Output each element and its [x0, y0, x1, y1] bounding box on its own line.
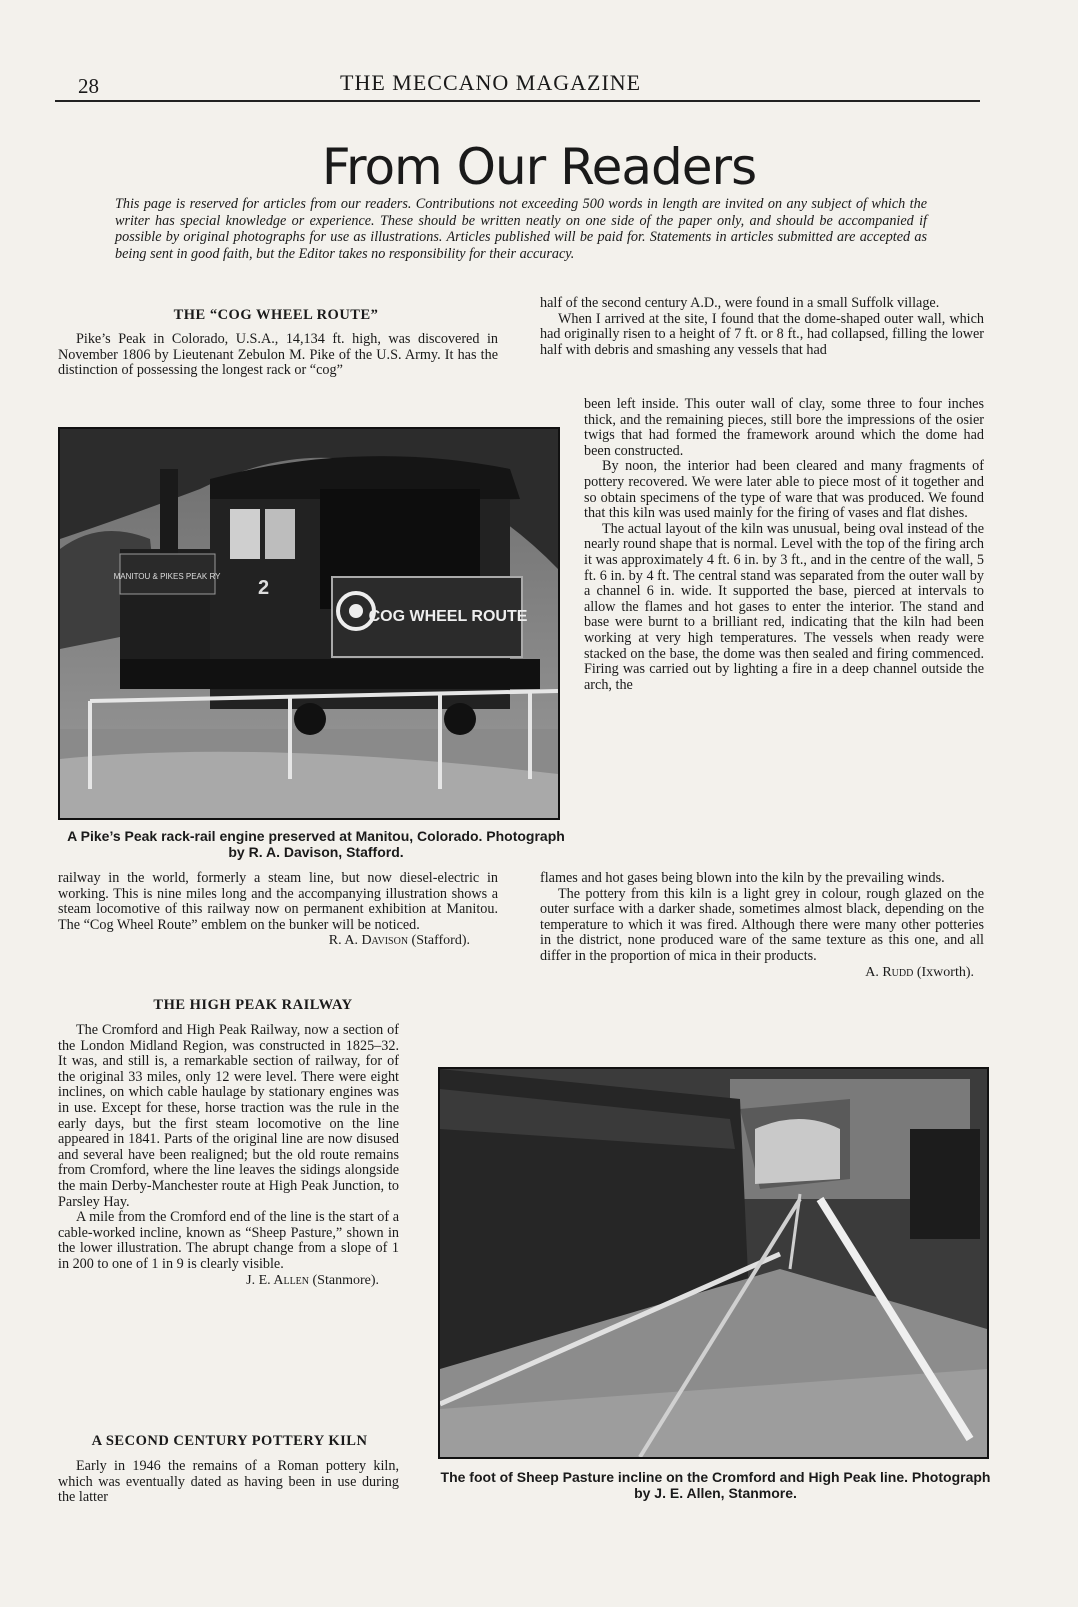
- article2-paragraph-2: A mile from the Cromford end of the line is the start of a cable-worked incline, known as “Sheep Pasture,” shown in the lower illustration. The abrupt change from a slope of 1 in 200 to one of 1 in 9 is clearly visible.: [58, 1209, 399, 1272]
- article1-body-bottom: [58, 871, 498, 949]
- cog-railway-photo: [58, 427, 560, 820]
- magazine-title: THE MECCANO MAGAZINE: [340, 70, 642, 95]
- article3-body-start: [58, 1459, 399, 1506]
- article3-author: A. Rudd: [865, 964, 914, 980]
- article3-author-place: (Ixworth).: [916, 964, 974, 980]
- article1-heading: THE “COG WHEEL ROUTE”: [173, 307, 379, 323]
- article1-author: R. A. Davison: [328, 933, 409, 949]
- page-title: From Our Readers: [321, 138, 757, 196]
- locomotive-illustration: [60, 429, 558, 818]
- locomotive-side-sign: MANITOU & PIKES PEAK RY: [113, 572, 221, 581]
- article3-paragraph-2: When I arrived at the site, I found that the dome-shaped outer wall, which had originally risen to a height of 7 ft. or 8 ft., had collapsed, filling the lower half with debris and smashing any vessels that had: [540, 310, 984, 358]
- photo1-caption: A Pike’s Peak rack-rail engine preserved at Manitou, Colorado. Photograph by R. A. Davison, Stafford.: [67, 828, 565, 860]
- article1-signature: [58, 933, 498, 949]
- article3-body-right-indented: [584, 397, 984, 693]
- page-number: 28: [78, 74, 99, 98]
- article3-paragraph-5: The pottery from this kiln is a light grey in colour, rough glazed on the outer surface with a darker shade, sometimes almost black, depending on the temperature to which it was fired. Although there were many other potteries in the district, none produced ware of the same texture as this one, and all differ in the proportion of mica in their products.: [540, 885, 984, 964]
- article3-signature: [540, 965, 984, 981]
- article3-paragraph-3: By noon, the interior had been cleared and many fragments of pottery recovered. We were later able to piece most of it together and so obtain specimens of the type of ware that was produced. We found that this kiln was used mainly for the firing of vases and flat dishes.: [584, 458, 984, 522]
- intro-paragraph: This page is reserved for articles from our readers. Contributions not exceeding 500 words in length are invited on any subject of which the writer has special knowledge or experience. These should be written neatly on one side of the paper only, and should be accompanied if possible by original photographs for use as illustrations. Articles published will be paid for. Statements in articles submitted are accepted as being sent in good faith, but the Editor takes no responsibility for their accuracy.: [115, 196, 927, 262]
- article3-body-right-top: [540, 296, 984, 358]
- article3-paragraph-1-cont: half of the second century A.D., were found in a small Suffolk village.: [540, 295, 940, 311]
- article3-paragraph-1: Early in 1946 the remains of a Roman pottery kiln, which was eventually dated as having been in use during the latter: [58, 1458, 399, 1506]
- article2-body: [58, 1023, 399, 1288]
- article2-signature: [58, 1273, 399, 1289]
- article1-paragraph-1: Pike’s Peak in Colorado, U.S.A., 14,134 ft. high, was discovered in November 1806 by Lieutenant Zebulon M. Pike of the U.S. Army. It has the distinction of possessing the longest rack or “cog”: [58, 331, 498, 379]
- article1-body-top: [58, 332, 498, 379]
- article2-heading: THE HIGH PEAK RAILWAY: [153, 997, 353, 1013]
- article1-author-place: (Stafford).: [411, 933, 470, 949]
- article2-paragraph-1: The Cromford and High Peak Railway, now a section of the London Midland Region, was constructed in 1825–32. It was, and still is, a remarkable section of railway, for of the original 33 miles, only 12 were level. There were eight inclines, on which cable haulage by stationary engines was in use. Except for these, horse traction was the rule in the early days, but the first steam locomotive on the line appeared in 1841. Parts of the original line are now disused and several have been realigned; but the old route remains from Cromford, where the line leaves the sidings alongside the main Derby-Manchester route at High Peak Junction, to Parsley Hay.: [58, 1022, 399, 1210]
- incline-illustration: [440, 1069, 987, 1457]
- article3-paragraph-4-cont: flames and hot gases being blown into the kiln by the prevailing winds.: [540, 870, 945, 886]
- header-rule: [55, 100, 980, 102]
- photo2-caption: The foot of Sheep Pasture incline on the Cromford and High Peak line. Photograph by J. E. Allen, Stanmore.: [440, 1469, 991, 1501]
- article3-heading: A SECOND CENTURY POTTERY KILN: [91, 1433, 368, 1449]
- article3-paragraph-2-cont: been left inside. This outer wall of clay, some three to four inches thick, and the remaining pieces, still bore the impressions of the osier twigs that had formed the framework around which the dome had been constructed.: [584, 396, 984, 459]
- locomotive-number: 2: [258, 577, 270, 599]
- article2-author: J. E. Allen: [246, 1272, 310, 1288]
- article1-paragraph-2: railway in the world, formerly a steam line, but now diesel-electric in working. This is nine miles long and the accompanying illustration shows a steam locomotive of this railway now on permanent exhibition at Manitou. The “Cog Wheel Route” emblem on the bunker will be noticed.: [58, 870, 498, 933]
- cog-wheel-route-emblem: COG WHEEL ROUTE: [368, 608, 528, 625]
- article3-paragraph-4: The actual layout of the kiln was unusual, being oval instead of the nearly round shape that is normal. Level with the top of the firing arch it was approximately 4 ft. 6 in. by 3 ft., and in the centre of the wall, 5 ft. 6 in. by 4 ft. The central stand was separated from the outer wall by a channel 6 in. wide. It supported the base, pierced at intervals to allow the flames and hot gases to enter the interior. The stand and base were burnt to a brilliant red, indicating that the kiln had been working at very high temperatures. The vessels when ready were stacked on the base, the dome was then sealed and firing commenced. Firing was carried out by lighting a fire in a deep channel outside the arch, the: [584, 520, 984, 693]
- sheep-pasture-photo: [438, 1067, 989, 1459]
- article2-author-place: (Stanmore).: [312, 1272, 379, 1288]
- article3-body-right-bottom: [540, 871, 984, 980]
